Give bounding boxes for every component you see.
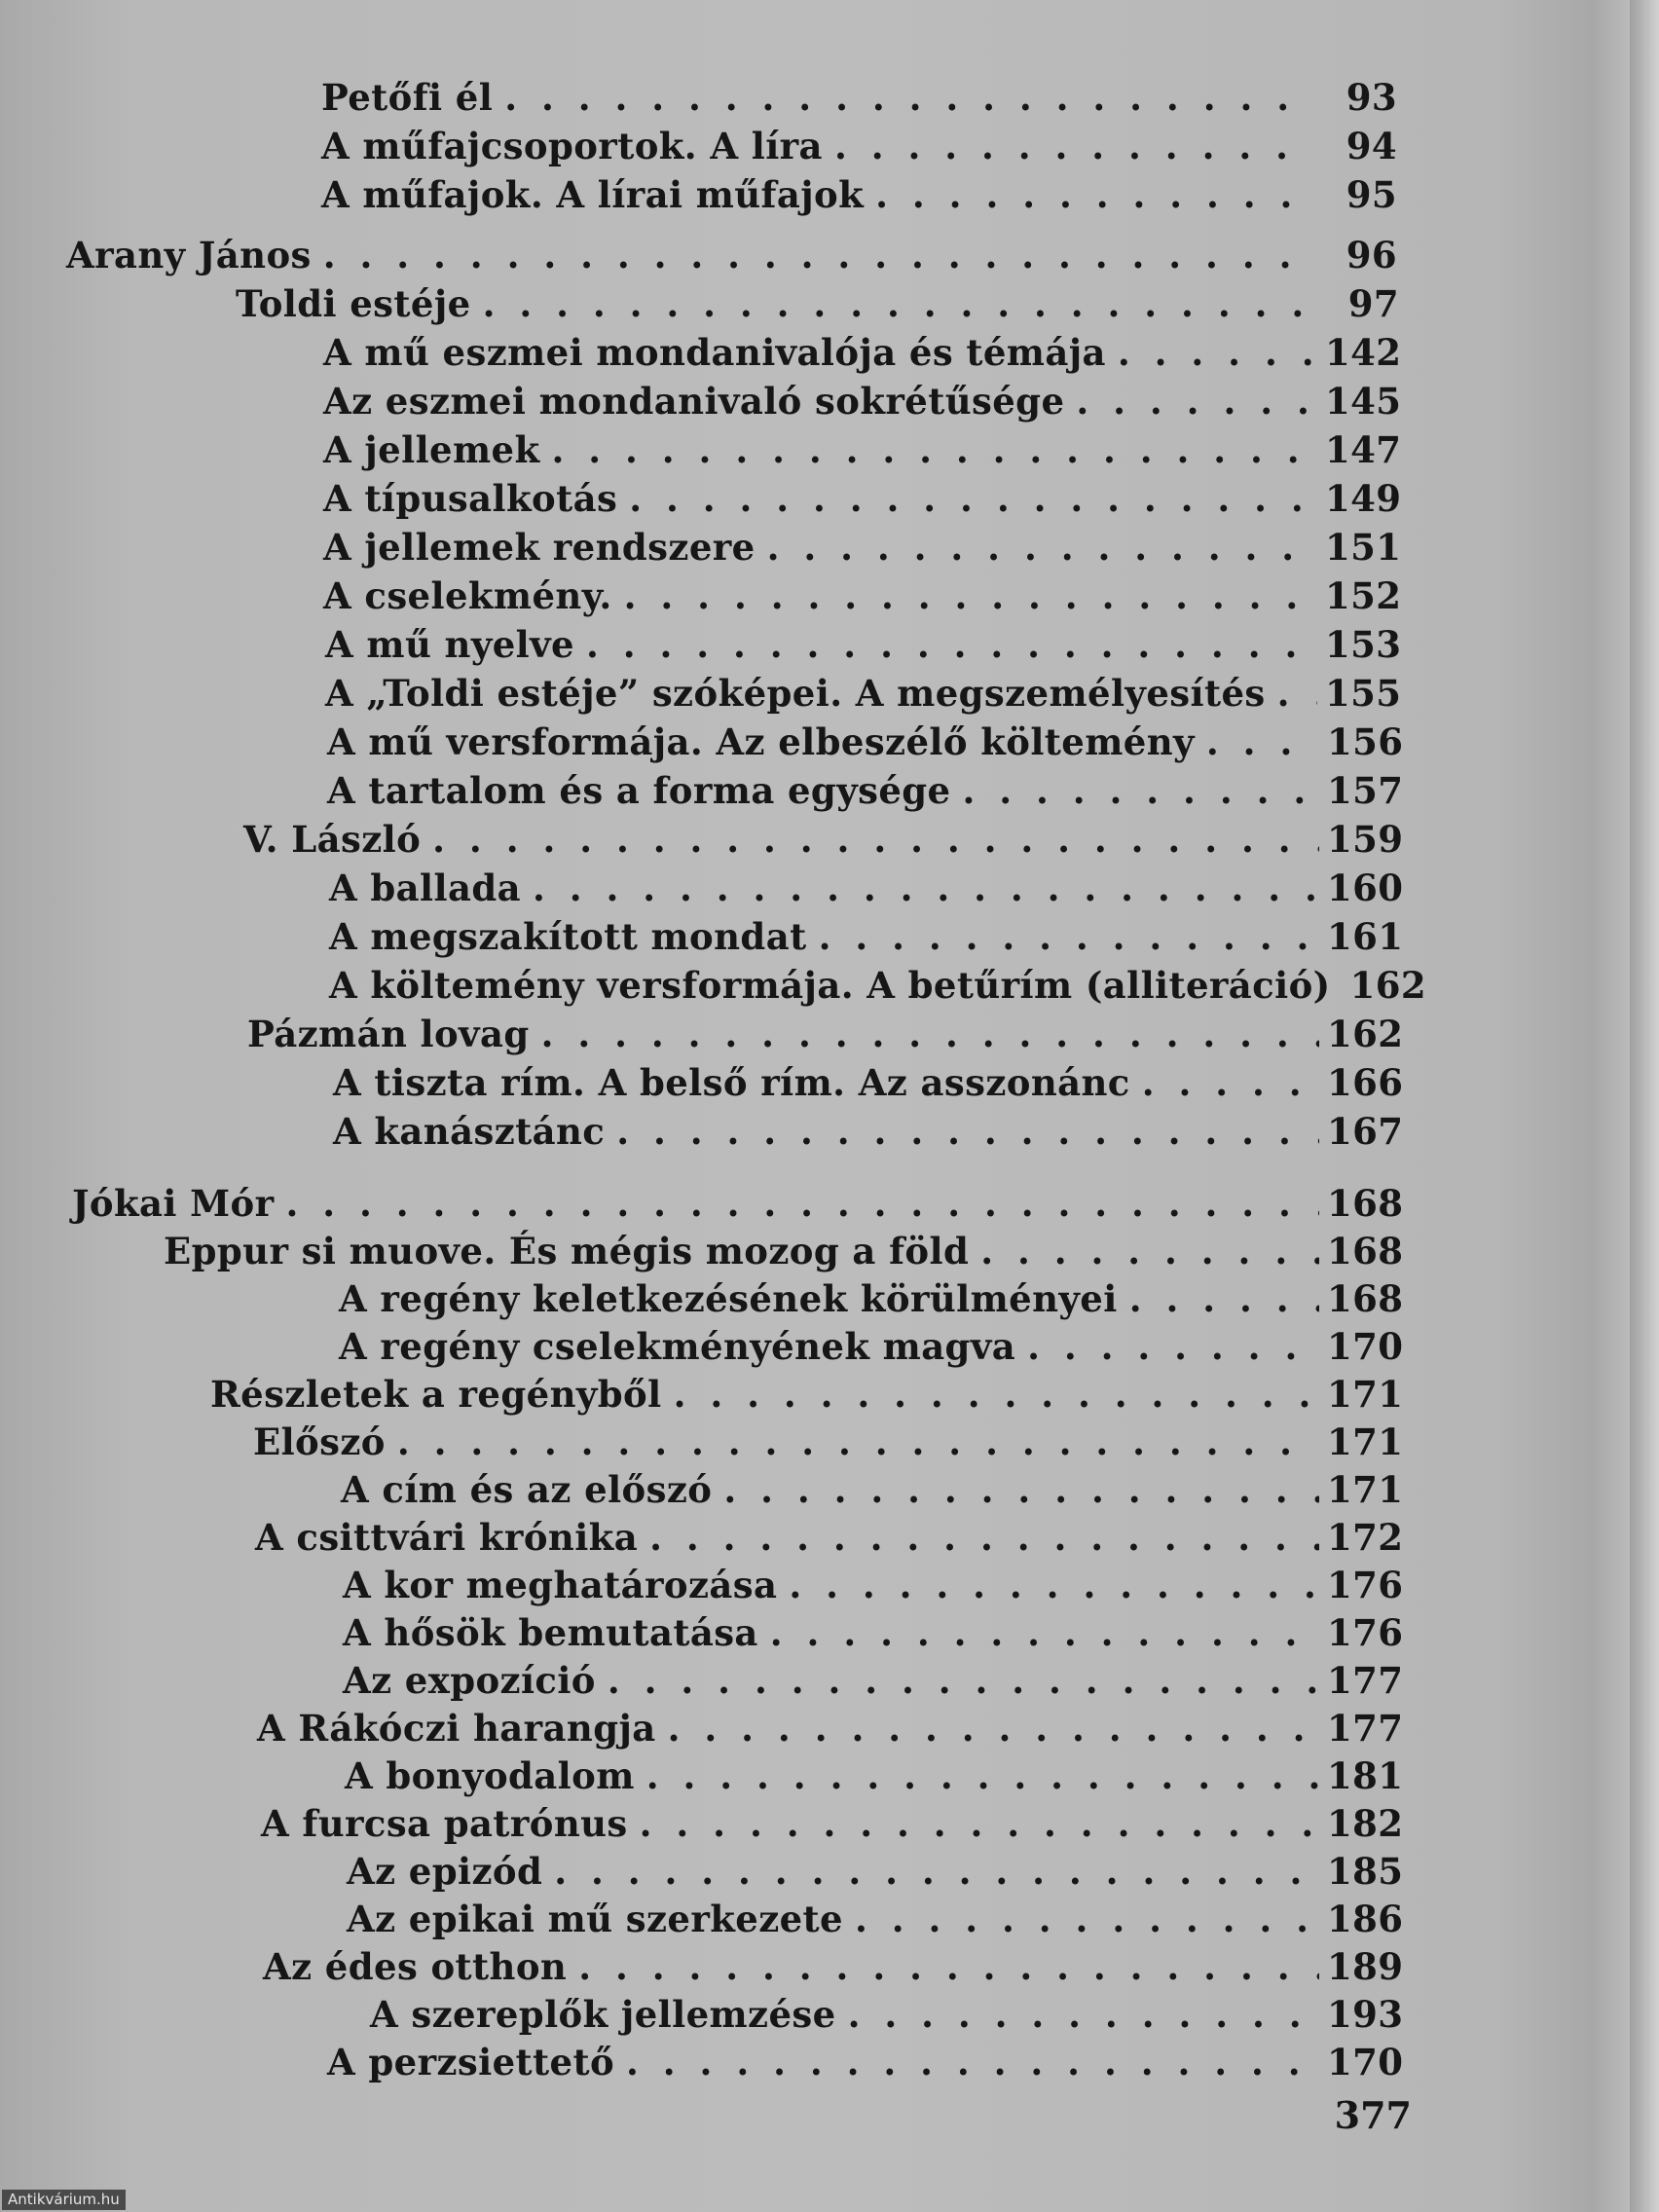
dot-leader bbox=[1142, 1061, 1319, 1104]
dot-leader bbox=[789, 1564, 1319, 1606]
toc-entry-page: 97 bbox=[1347, 282, 1399, 325]
toc-entry bbox=[323, 520, 1401, 569]
toc-entry-page: 168 bbox=[1327, 1277, 1404, 1320]
toc-entry-page: 170 bbox=[1327, 2041, 1404, 2083]
dot-leader bbox=[834, 125, 1313, 167]
toc-entry-page: 168 bbox=[1327, 1230, 1404, 1272]
toc-entry bbox=[341, 1462, 1403, 1511]
toc-entry-title: A Rákóczi harangja bbox=[257, 1707, 656, 1750]
toc-entry-title: A „Toldi estéje” szóképei. A megszemélyesítés bbox=[325, 672, 1266, 715]
dot-leader bbox=[541, 1013, 1319, 1055]
dot-leader bbox=[1129, 1277, 1319, 1320]
toc-entry bbox=[323, 423, 1401, 471]
toc-entry bbox=[321, 119, 1397, 167]
toc-entry-page: 176 bbox=[1327, 1564, 1404, 1606]
toc-entry-title: A tartalom és a forma egysége bbox=[327, 769, 951, 812]
toc-entry-title: A bonyodalom bbox=[345, 1754, 635, 1797]
toc-entry-page: 177 bbox=[1327, 1707, 1404, 1750]
dot-leader bbox=[504, 76, 1313, 119]
toc-entry bbox=[253, 1415, 1403, 1463]
dot-leader bbox=[640, 1802, 1319, 1845]
toc-entry-page: 160 bbox=[1327, 866, 1404, 909]
toc-entry-page: 171 bbox=[1327, 1373, 1404, 1416]
toc-entry-page: 161 bbox=[1327, 915, 1404, 958]
toc-entry-title: A mű versformája. Az elbeszélő költemény bbox=[327, 720, 1195, 763]
toc-entry-title: A típusalkotás bbox=[323, 477, 618, 520]
dot-leader bbox=[323, 234, 1313, 276]
toc-entry-title: A regény keletkezésének körülményei bbox=[339, 1277, 1118, 1320]
toc-entry-page: 157 bbox=[1327, 769, 1404, 812]
dot-leader bbox=[819, 915, 1319, 958]
toc-entry-title: A cselekmény. bbox=[323, 574, 612, 617]
toc-entry-title: A hősök bemutatása bbox=[343, 1611, 758, 1654]
toc-entry-title: A kanásztánc bbox=[333, 1110, 606, 1153]
toc-entry-title: A mű eszmei mondanivalója és témája bbox=[323, 331, 1106, 374]
toc-entry bbox=[323, 569, 1401, 617]
dot-leader bbox=[962, 769, 1319, 812]
toc-entry bbox=[343, 1653, 1403, 1702]
toc-entry-page: 159 bbox=[1327, 818, 1404, 861]
toc-entry-page: 170 bbox=[1327, 1325, 1404, 1368]
toc-entry-page: 182 bbox=[1327, 1802, 1404, 1845]
toc-entry-title: Petőfi él bbox=[321, 76, 494, 119]
toc-entry bbox=[329, 958, 1426, 1007]
toc-entry bbox=[164, 1224, 1403, 1272]
toc-entry bbox=[327, 763, 1403, 812]
watermark: Antikvárium.hu bbox=[2, 2190, 126, 2210]
toc-entry bbox=[343, 1558, 1403, 1606]
toc-entry-title: A jellemek bbox=[323, 428, 540, 471]
toc-entry-page: 94 bbox=[1346, 125, 1397, 167]
toc-entry-page: 96 bbox=[1346, 234, 1397, 276]
toc-entry-page: 93 bbox=[1346, 76, 1397, 119]
toc-entry bbox=[333, 1055, 1403, 1104]
dot-leader bbox=[578, 1945, 1319, 1988]
toc-entry bbox=[236, 276, 1399, 325]
toc-entry-page: 186 bbox=[1327, 1898, 1404, 1940]
toc-entry bbox=[321, 167, 1397, 216]
toc-entry-page: 171 bbox=[1327, 1468, 1404, 1511]
toc-entry-title: A műfajcsoportok. A líra bbox=[321, 125, 823, 167]
toc-entry-title: Előszó bbox=[253, 1420, 386, 1463]
toc-entry-title: Az expozíció bbox=[343, 1659, 596, 1702]
dot-leader bbox=[586, 623, 1317, 666]
toc-entry bbox=[323, 374, 1401, 423]
toc-entry-title: Az édes otthon bbox=[263, 1945, 568, 1988]
dot-leader bbox=[626, 2041, 1319, 2083]
dot-leader bbox=[1027, 1325, 1319, 1368]
toc-entry-page: 177 bbox=[1327, 1659, 1404, 1702]
toc-entry-title: A ballada bbox=[329, 866, 521, 909]
toc-entry-page: 155 bbox=[1325, 672, 1402, 715]
toc-entry bbox=[329, 861, 1403, 909]
toc-entry-page: 176 bbox=[1327, 1611, 1404, 1654]
toc-entry-page: 152 bbox=[1325, 574, 1402, 617]
toc-entry-page: 149 bbox=[1325, 477, 1402, 520]
toc-entry bbox=[345, 1749, 1403, 1797]
toc-entry bbox=[210, 1367, 1403, 1416]
dot-leader bbox=[624, 574, 1317, 617]
dot-leader bbox=[1076, 380, 1317, 423]
toc-entry-page: 156 bbox=[1327, 720, 1404, 763]
dot-leader bbox=[629, 477, 1317, 520]
dot-leader bbox=[646, 1754, 1319, 1797]
toc-entry-page: 193 bbox=[1327, 1993, 1404, 2036]
toc-entry bbox=[339, 1319, 1403, 1368]
toc-entry bbox=[347, 1844, 1403, 1893]
toc-entry-page: 167 bbox=[1327, 1110, 1404, 1153]
toc-entry-page: 95 bbox=[1346, 173, 1397, 216]
toc-entry-title: A mű nyelve bbox=[325, 623, 574, 666]
toc-entry bbox=[343, 1605, 1403, 1654]
toc-entry bbox=[263, 1939, 1403, 1988]
toc-entry-title: A műfajok. A lírai műfajok bbox=[321, 173, 865, 216]
toc-entry-title: Arany János bbox=[66, 234, 312, 276]
toc-entry-title: A kor meghatározása bbox=[343, 1564, 778, 1606]
toc-entry bbox=[323, 471, 1401, 520]
toc-entry-title: Toldi estéje bbox=[236, 282, 471, 325]
toc-entry bbox=[247, 1007, 1403, 1055]
dot-leader bbox=[1277, 672, 1317, 715]
toc-entry-title: Az epikai mű szerkezete bbox=[347, 1898, 843, 1940]
toc-entry bbox=[347, 1892, 1403, 1940]
page-number: 377 bbox=[1334, 2093, 1412, 2137]
toc-entry-page: 147 bbox=[1325, 428, 1402, 471]
dot-leader bbox=[1206, 720, 1319, 763]
toc-entry-title: Eppur si muove. És mégis mozog a föld bbox=[164, 1230, 970, 1272]
toc-entry-page: 168 bbox=[1327, 1182, 1404, 1225]
toc-entry-page: 151 bbox=[1325, 526, 1402, 569]
toc-entry bbox=[323, 325, 1401, 374]
page-edge bbox=[1630, 0, 1659, 2212]
toc-entry-title: Részletek a regényből bbox=[210, 1373, 662, 1416]
toc-entry-page: 142 bbox=[1325, 331, 1402, 374]
toc-entry bbox=[261, 1796, 1403, 1845]
toc-entry bbox=[325, 617, 1401, 666]
dot-leader bbox=[397, 1420, 1319, 1463]
toc-entry-title: A jellemek rendszere bbox=[323, 526, 756, 569]
dot-leader bbox=[770, 1611, 1319, 1654]
toc-entry-page: 166 bbox=[1327, 1061, 1404, 1104]
toc-entry bbox=[339, 1272, 1403, 1320]
dot-leader bbox=[855, 1898, 1319, 1940]
dot-leader bbox=[552, 428, 1318, 471]
toc-entry bbox=[321, 70, 1397, 119]
toc-entry-title: A furcsa patrónus bbox=[261, 1802, 628, 1845]
dot-leader bbox=[285, 1182, 1319, 1225]
toc-entry-page: 181 bbox=[1327, 1754, 1404, 1797]
toc-entry-page: 145 bbox=[1325, 380, 1402, 423]
toc-entry-title: A perzsiettető bbox=[327, 2041, 615, 2083]
toc-entry-title: A megszakított mondat bbox=[329, 915, 807, 958]
toc-entry-page: 162 bbox=[1327, 1013, 1404, 1055]
dot-leader bbox=[875, 173, 1313, 216]
toc-entry bbox=[333, 1104, 1403, 1153]
dot-leader bbox=[483, 282, 1315, 325]
toc-entry-page: 172 bbox=[1327, 1516, 1404, 1559]
toc-entry bbox=[327, 715, 1403, 763]
toc-entry bbox=[329, 909, 1403, 958]
dot-leader bbox=[616, 1110, 1319, 1153]
toc-entry bbox=[327, 2035, 1403, 2083]
toc-entry-page: 171 bbox=[1327, 1420, 1404, 1463]
dot-leader bbox=[848, 1993, 1319, 2036]
toc-entry bbox=[257, 1701, 1403, 1750]
dot-leader bbox=[533, 866, 1319, 909]
dot-leader bbox=[608, 1659, 1319, 1702]
toc-entry-title: A szereplők jellemzése bbox=[370, 1993, 836, 2036]
toc-entry-title: Pázmán lovag bbox=[247, 1013, 530, 1055]
toc-entry-title: Az epizód bbox=[347, 1850, 543, 1893]
toc-entry-title: Az eszmei mondanivaló sokrétűsége bbox=[323, 380, 1065, 423]
toc-entry-author bbox=[72, 1176, 1403, 1225]
toc-entry-page: 162 bbox=[1349, 964, 1426, 1007]
toc-entry-title: A költemény versformája. A betűrím (alliteráció) bbox=[329, 964, 1331, 1007]
dot-leader bbox=[767, 526, 1317, 569]
toc-entry-author bbox=[66, 228, 1397, 276]
dot-leader bbox=[554, 1850, 1319, 1893]
dot-leader bbox=[432, 818, 1319, 861]
dot-leader bbox=[674, 1373, 1319, 1416]
dot-leader bbox=[1118, 331, 1317, 374]
dot-leader bbox=[980, 1230, 1319, 1272]
toc-entry-page: 185 bbox=[1327, 1850, 1404, 1893]
toc-entry bbox=[370, 1987, 1403, 2036]
toc-entry-page: 189 bbox=[1327, 1945, 1404, 1988]
dot-leader bbox=[668, 1707, 1319, 1750]
toc-entry-title: Jókai Mór bbox=[72, 1182, 275, 1225]
toc-entry-title: V. László bbox=[243, 818, 422, 861]
toc-entry-title: A tiszta rím. A belső rím. Az asszonánc bbox=[333, 1061, 1130, 1104]
toc-entry-title: A csittvári krónika bbox=[255, 1516, 639, 1559]
toc-entry-page: 153 bbox=[1325, 623, 1402, 666]
dot-leader bbox=[723, 1468, 1319, 1511]
toc-entry bbox=[325, 666, 1401, 715]
toc-entry-title: A cím és az előszó bbox=[341, 1468, 713, 1511]
toc-entry-title: A regény cselekményének magva bbox=[339, 1325, 1016, 1368]
dot-leader bbox=[649, 1516, 1319, 1559]
toc-entry bbox=[255, 1510, 1403, 1559]
toc-entry bbox=[243, 812, 1403, 861]
